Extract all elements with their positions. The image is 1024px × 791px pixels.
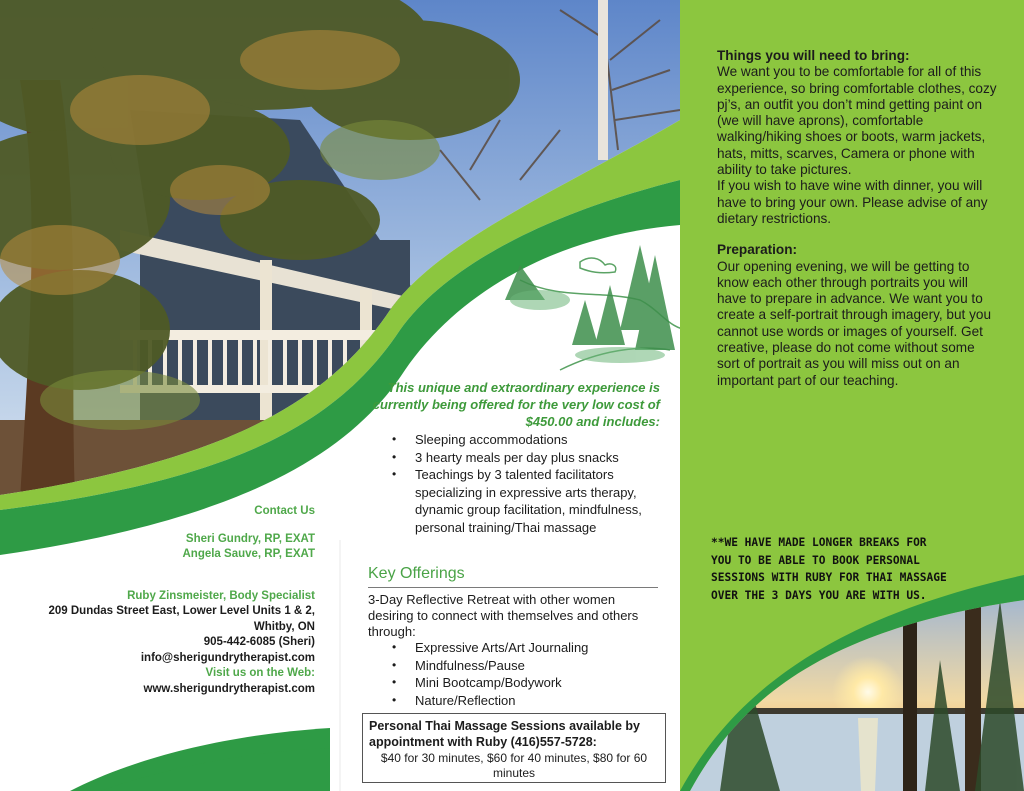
contact-specialist: Ruby Zinsmeister, Body Specialist [127, 589, 315, 602]
bring-body: We want you to be comfortable for all of this experience, so bring comfortable clothes, cozy pj’s, an outfit you don’t mind getting paint on (we will have aprons), comfortable walking/hiking shoes or boots, warm jackets, hats, mitts, scarves, Camera or phone with ability to take pictures. [717, 64, 997, 178]
contact-phone[interactable]: 905-442-6085 (Sheri) [203, 636, 315, 648]
massage-title: Personal Thai Massage Sessions available by appointment with Ruby (416)557-5728: [369, 719, 640, 749]
contact-block [20, 504, 315, 697]
list-item: • Nature/Reflection [369, 692, 659, 710]
offer-intro: This unique and extraordinary experience is currently being offered for the very low cost of $450.00 and includes: [372, 380, 660, 429]
bring-heading: Things you will need to bring: [717, 48, 910, 63]
contact-name-sheri: Sheri Gundry, RP, EXAT [185, 532, 315, 545]
preparation-heading: Preparation: [717, 242, 798, 258]
list-item: • Expressive Arts/Art Journaling [369, 639, 659, 657]
key-offerings-description: 3-Day Reflective Retreat with other women desiring to connect with themselves and others through: [368, 592, 639, 639]
list-item: • Mindfulness/Pause [369, 657, 659, 675]
massage-prices: $40 for 30 minutes, $60 for 40 minutes, $80 for 60 minutes [380, 751, 648, 780]
list-item: • Sleeping accommodations [369, 431, 659, 449]
bring-wine-note: If you wish to have wine with dinner, you will have to bring your own. Please advise of any dietary restrictions. [717, 178, 988, 226]
contact-web-label: Visit us on the Web: [205, 667, 315, 679]
contact-address-line1: 209 Dundas Street East, Lower Level Units 1 & 2, [48, 605, 315, 617]
includes-list [369, 431, 659, 536]
contact-email[interactable]: info@sherigundrytherapist.com [140, 651, 315, 664]
list-item: • Mini Bootcamp/Bodywork [369, 674, 659, 692]
preparation-body: Our opening evening, we will be getting to know each other through portraits you will have to prepare in advance. We want you to create a self-portrait through imagery, but you cannot use words or images of yourself. Get creative, please do not come without some sort of portrait as you will miss out on an important part of our teaching. [717, 258, 992, 388]
list-item: • Teachings by 3 talented facilitators specializing in expressive arts therapy, dynamic group facilitation, mindfulness, personal training/Thai massage [369, 466, 659, 536]
breaks-note: **WE HAVE MADE LONGER BREAKS FOR YOU TO BE ABLE TO BOOK PERSONAL SESSIONS WITH RUBY FOR THAI MASSAGE OVER THE 3 DAYS YOU ARE WITH US. [711, 536, 947, 602]
contact-name-angela: Angela Sauve, RP, EXAT [182, 548, 315, 560]
contact-address-line2: Whitby, ON [253, 620, 315, 633]
key-offerings-list [369, 639, 659, 709]
list-item: • 3 hearty meals per day plus snacks [369, 449, 659, 467]
massage-sessions-box [362, 713, 666, 783]
contact-heading: Contact Us [254, 505, 315, 517]
right-column-text [717, 48, 999, 389]
key-offerings-heading: Key Offerings [368, 565, 658, 588]
contact-website-link[interactable]: www.sherigundrytherapist.com [143, 682, 315, 695]
